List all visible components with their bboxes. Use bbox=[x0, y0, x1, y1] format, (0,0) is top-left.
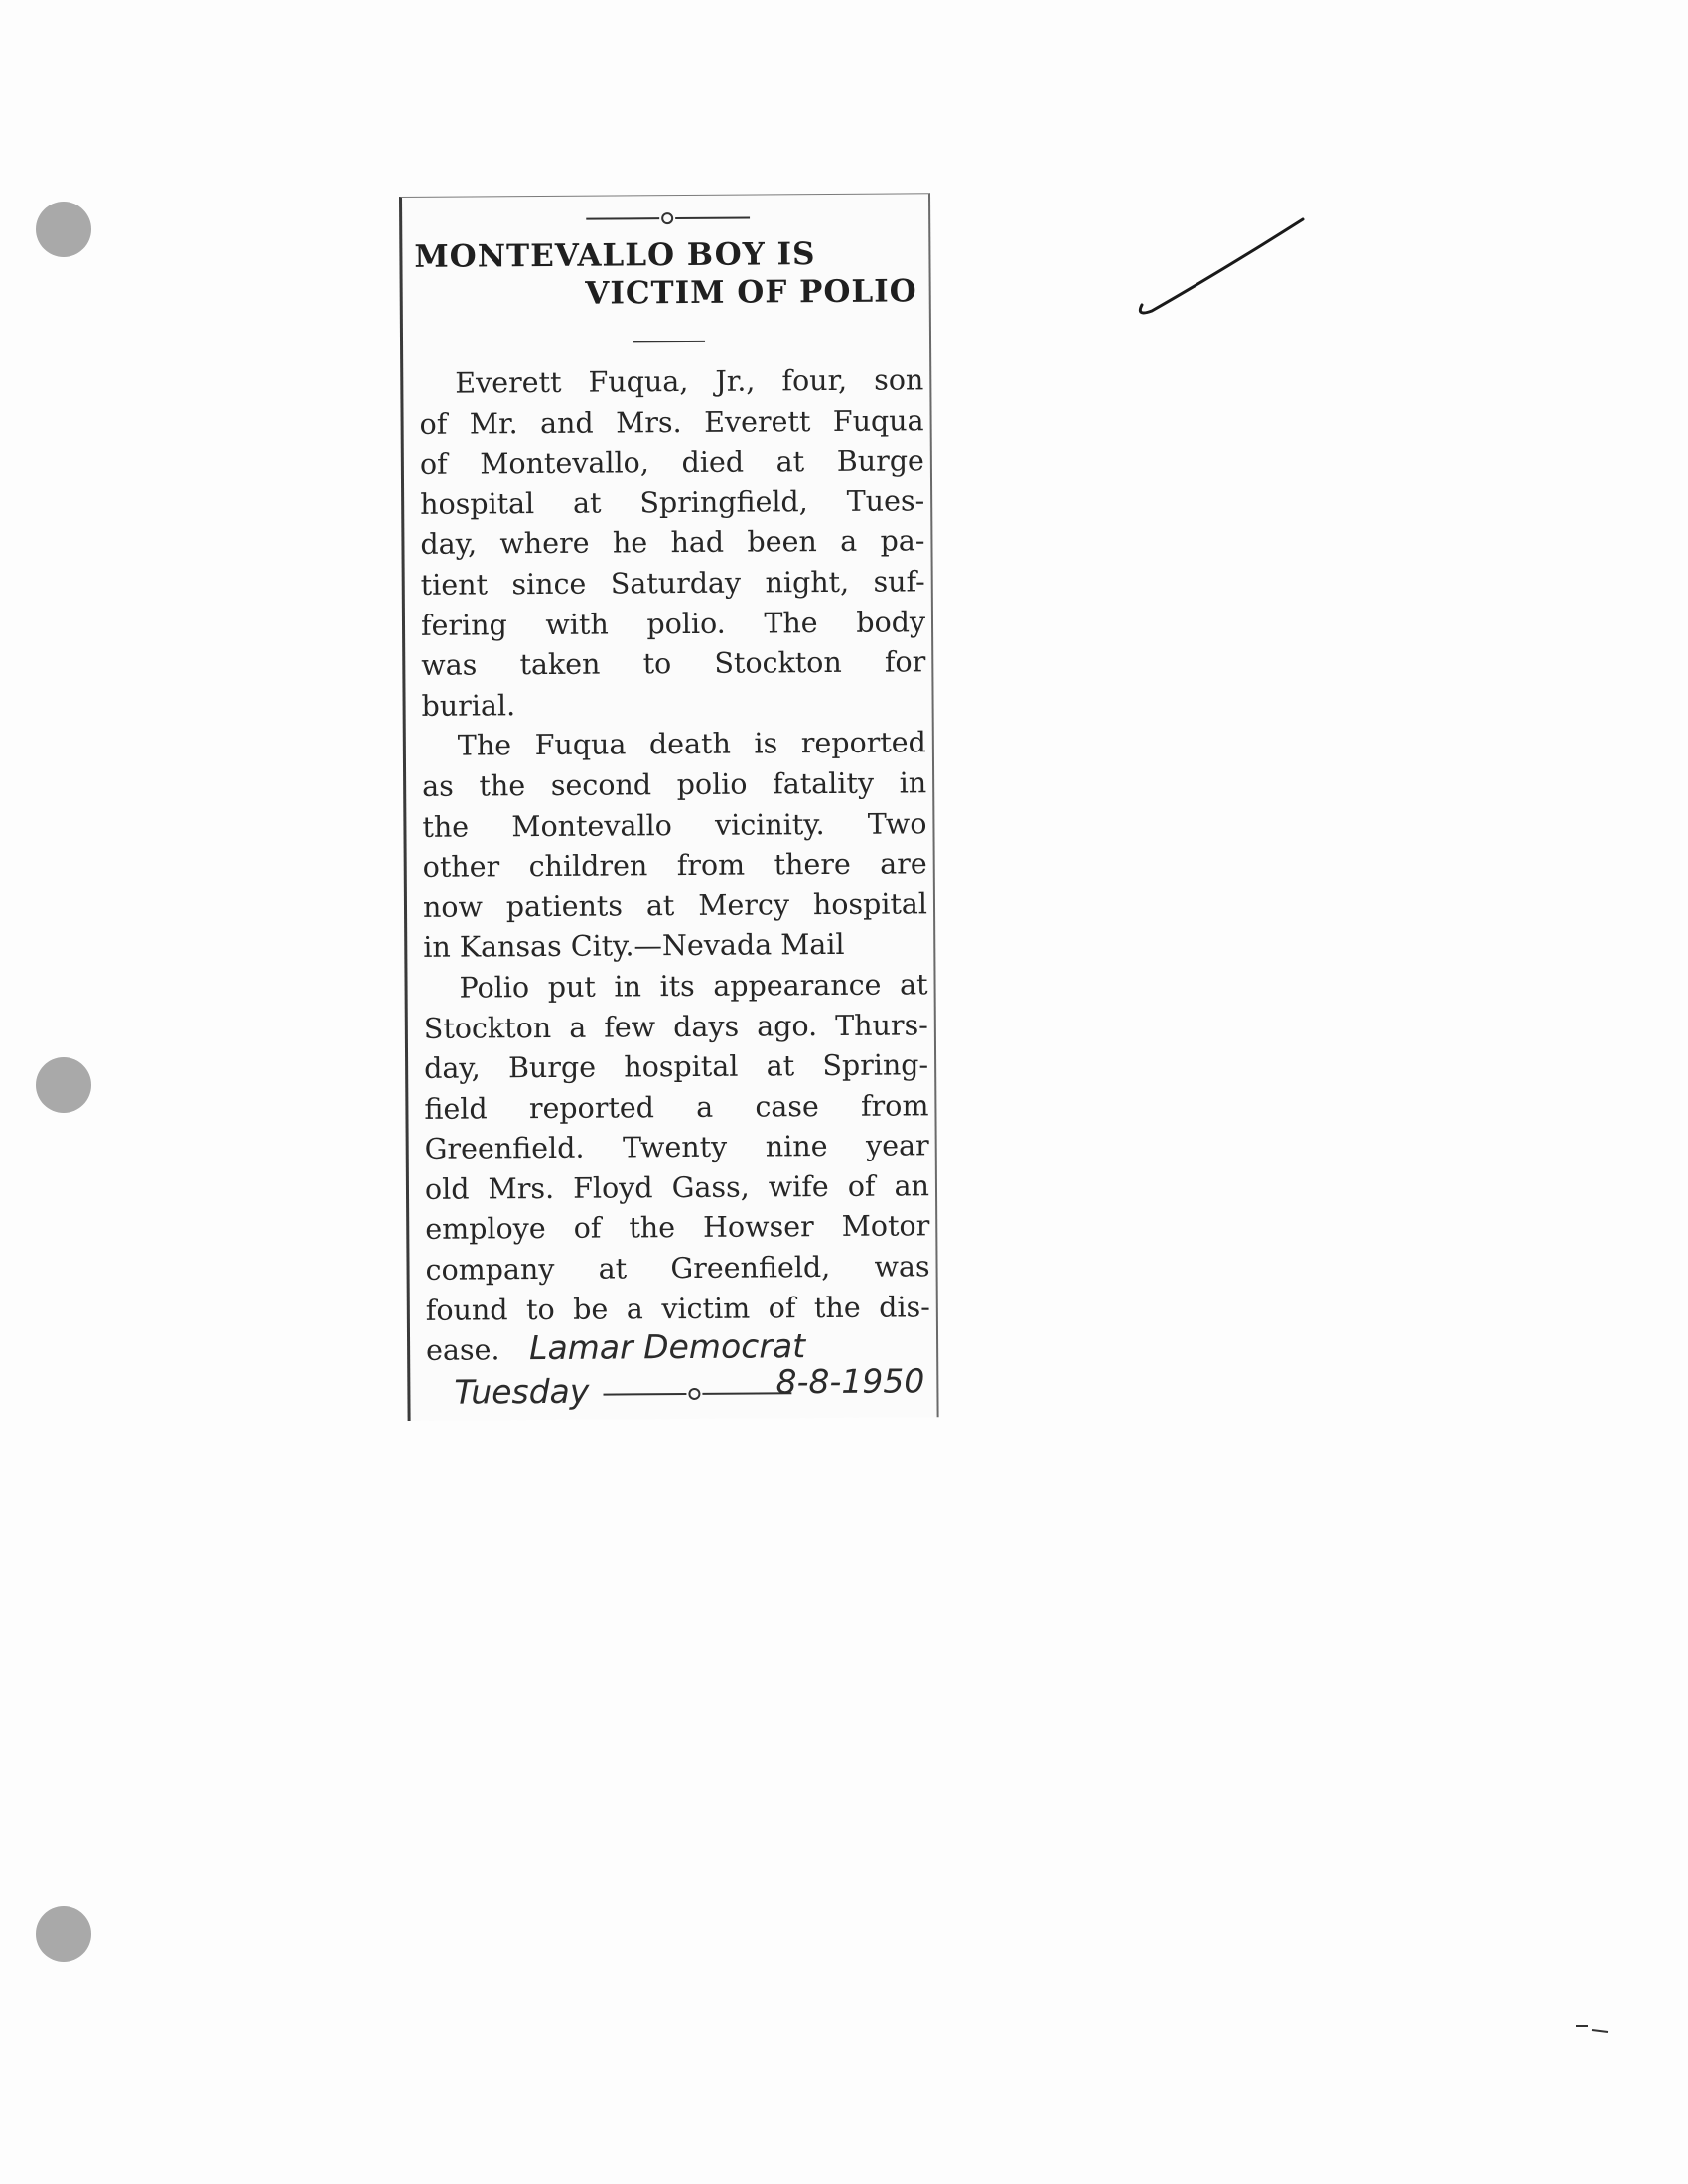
handwritten-source: Lamar Democrat bbox=[528, 1326, 806, 1368]
checkmark-icon bbox=[1132, 213, 1311, 323]
ornament-rule bbox=[586, 211, 750, 226]
punch-hole-bottom bbox=[36, 1906, 91, 1962]
handwritten-date: 8-8-1950 bbox=[775, 1361, 925, 1402]
punch-hole-top bbox=[36, 202, 91, 257]
article-line: old Mrs. Floyd Gass, wife of an bbox=[424, 1169, 930, 1206]
article-line: now patients at Mercy hospital bbox=[422, 887, 928, 924]
article-line: day, Burge hospital at Spring- bbox=[424, 1048, 929, 1085]
article-line: Everett Fuqua, Jr., four, son bbox=[455, 363, 924, 400]
paragraph-3 bbox=[423, 965, 930, 1371]
article-line: in Kansas City.—Nevada Mail bbox=[423, 928, 845, 965]
article-line: burial. bbox=[421, 688, 516, 723]
article-line: hospital at Springfield, Tues- bbox=[420, 484, 925, 521]
article-line: the Montevallo vicinity. Two bbox=[422, 806, 927, 844]
article-line: company at Greenfield, was bbox=[425, 1250, 930, 1287]
handwritten-date-line bbox=[454, 1361, 930, 1420]
article-line: Polio put in its appearance at bbox=[459, 968, 928, 1005]
newspaper-clipping bbox=[399, 193, 939, 1421]
article-line: Greenfield. Twenty nine year bbox=[424, 1129, 929, 1166]
article-line: other children from there are bbox=[422, 847, 927, 884]
paragraph-1 bbox=[419, 360, 926, 727]
headline-line-1: MONTEVALLO BOY IS bbox=[414, 236, 816, 275]
punch-hole-middle bbox=[36, 1057, 91, 1113]
headline-divider bbox=[633, 341, 705, 343]
article-line: fering with polio. The body bbox=[420, 605, 926, 642]
article-line: found to be a victim of the dis- bbox=[425, 1290, 930, 1327]
headline bbox=[414, 235, 921, 313]
article-line: tient since Saturday night, suf- bbox=[420, 565, 925, 602]
article-line: of Montevallo, died at Burge bbox=[419, 444, 924, 481]
article-line: The Fuqua death is reported bbox=[457, 726, 926, 762]
article-body bbox=[419, 360, 930, 1371]
article-line: as the second polio fatality in bbox=[422, 766, 927, 803]
article-line: day, where he had been a pa- bbox=[420, 524, 925, 562]
headline-line-2: VICTIM OF POLIO bbox=[585, 273, 917, 312]
article-line: was taken to Stockton for bbox=[421, 645, 926, 683]
paragraph-2 bbox=[422, 724, 928, 969]
article-line: Stockton a few days ago. Thurs- bbox=[423, 1008, 928, 1045]
article-line: of Mr. and Mrs. Everett Fuqua bbox=[419, 403, 924, 441]
article-line: employe of the Howser Motor bbox=[425, 1209, 930, 1247]
handwritten-day: Tuesday bbox=[454, 1371, 590, 1412]
ornament-rule bbox=[603, 1386, 791, 1401]
article-line: ease. bbox=[426, 1333, 500, 1368]
stray-mark bbox=[1574, 2020, 1614, 2038]
article-line: field reported a case from bbox=[424, 1088, 929, 1126]
